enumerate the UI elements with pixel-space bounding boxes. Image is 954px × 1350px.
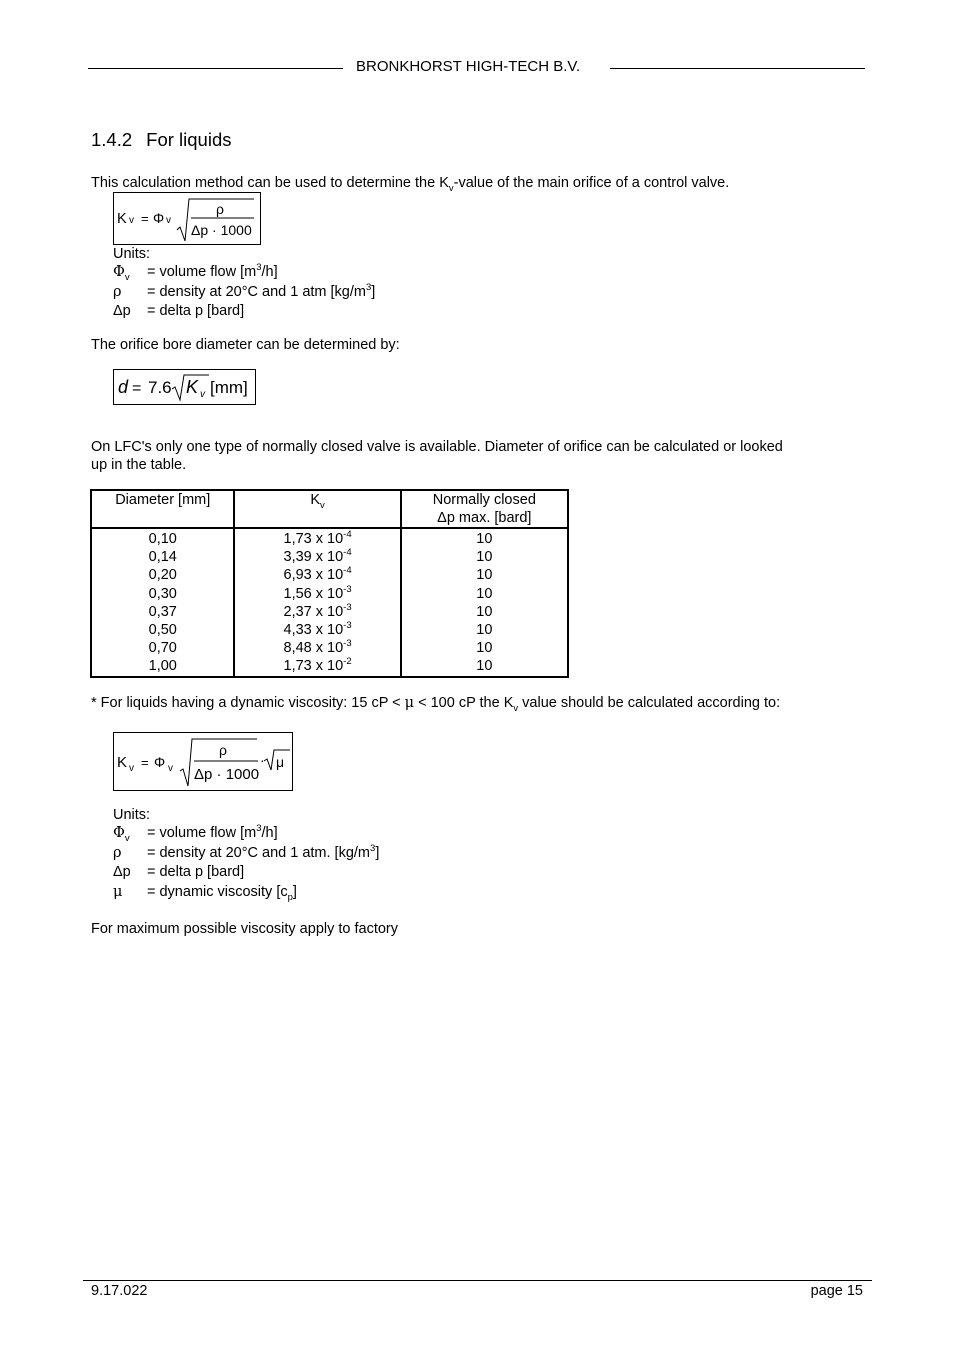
table-cell: 1,56 x $10^{-3}$: [283, 583, 352, 602]
dp-max-column: [401, 528, 568, 677]
orifice-table: [90, 489, 569, 678]
table-cell: 10: [476, 585, 493, 602]
formula-kv-subscript: v: [129, 215, 134, 226]
table-cell: 10: [476, 658, 493, 675]
table-cell: 0,50: [148, 622, 177, 639]
formula-equals: =: [132, 380, 142, 397]
table-header-row: [91, 490, 568, 528]
formula-mu: μ: [276, 754, 285, 770]
table-cell: 8,48 x $10^{-3}$: [283, 638, 352, 657]
formula-coefficient: 7.6: [148, 378, 172, 397]
formula-k: K: [186, 377, 199, 397]
formula-denominator: Δp · 1000: [194, 766, 260, 783]
header-kv: $K_v$: [234, 490, 400, 528]
table-cell: 0,20: [148, 567, 177, 584]
table-cell: 2,37 x $10^{-3}$: [283, 601, 352, 620]
table-cell: 10: [476, 549, 493, 566]
formula-d: d: [118, 377, 129, 397]
header-normally-closed: Normally closed Δp max. [bard]: [401, 490, 568, 528]
formula-rho: ρ: [219, 742, 227, 758]
lfc-paragraph-line1: On LFC's only one type of normally closed valve is available. Diameter of orifice can be calculated or looked: [91, 439, 783, 455]
table-cell: 0,70: [148, 640, 177, 657]
table-cell: 0,37: [148, 603, 177, 620]
formula-k-subscript: v: [200, 389, 205, 400]
formula-phi-subscript: v: [166, 215, 171, 226]
kv-viscosity-formula: [114, 733, 292, 790]
formula-kv-symbol: K: [117, 754, 128, 771]
bore-paragraph: The orifice bore diameter can be determined by:: [91, 337, 400, 353]
intro-paragraph: This calculation method can be used to determine the $K_v$-value of the main orifice of a control valve.: [91, 175, 730, 194]
table-cell: 4,33 x $10^{-3}$: [283, 620, 352, 639]
table-cell: 10: [476, 531, 493, 547]
formula-unit: [mm]: [210, 378, 248, 397]
formula-equals: =: [141, 211, 149, 226]
table-cell: 10: [476, 640, 493, 657]
units-title: Units:: [113, 246, 151, 262]
viscosity-note: * For liquids having a dynamic viscosity: 15 cP < μ < 100 cP the $K_v$ value should be calculated according to:: [91, 695, 781, 714]
formula-kv-symbol: K: [117, 211, 127, 227]
formula-dot: ·: [260, 752, 265, 768]
formula-denominator: Δp · 1000: [191, 222, 252, 238]
section-number: 1.4.2: [91, 129, 133, 150]
header-diameter: Diameter [mm]: [91, 490, 234, 528]
diameter-column: [91, 528, 234, 677]
table-cell: 1,73 x $10^{-4}$: [283, 529, 352, 547]
formula-phi-symbol: Φ: [154, 754, 166, 770]
page-number: page 15: [810, 1283, 863, 1299]
table-cell: 0,10: [148, 531, 177, 547]
formula-phi-symbol: Φ: [153, 210, 165, 226]
formula-kv-subscript: v: [129, 763, 134, 774]
lfc-paragraph-line2: up in the table.: [91, 457, 187, 473]
table-cell: 10: [476, 567, 493, 584]
table-cell: 0,14: [148, 549, 177, 566]
kv-formula-box: [113, 192, 261, 245]
formula-equals: =: [141, 755, 149, 770]
table-cell: 10: [476, 603, 493, 620]
section-title: For liquids: [146, 129, 232, 150]
section-heading: [91, 129, 232, 151]
table-body-row: [91, 528, 568, 677]
units-title: Units:: [113, 807, 151, 823]
table-cell: 6,93 x $10^{-4}$: [283, 565, 352, 584]
footer-rule: [83, 1280, 872, 1281]
diameter-formula-box: [113, 369, 256, 405]
formula-phi-subscript: v: [168, 763, 173, 774]
table-cell: 0,30: [148, 585, 177, 602]
table-cell: 10: [476, 622, 493, 639]
header-rule-left: [88, 68, 343, 69]
formula-rho: ρ: [216, 201, 224, 217]
header-company-name: BRONKHORST HIGH-TECH B.V.: [356, 58, 581, 75]
table-cell: 3,39 x $10^{-4}$: [283, 547, 352, 566]
document-number: 9.17.022: [91, 1283, 148, 1299]
kv-column: [234, 528, 400, 677]
closing-paragraph: For maximum possible viscosity apply to factory: [91, 921, 399, 937]
diameter-formula: [114, 370, 255, 404]
table-cell: 1,73 x $10^{-2}$: [283, 656, 352, 675]
header-rule-right: [610, 68, 865, 69]
kv-formula: [114, 193, 260, 244]
kv-viscosity-formula-box: [113, 732, 293, 791]
table-cell: 1,00: [148, 658, 177, 675]
